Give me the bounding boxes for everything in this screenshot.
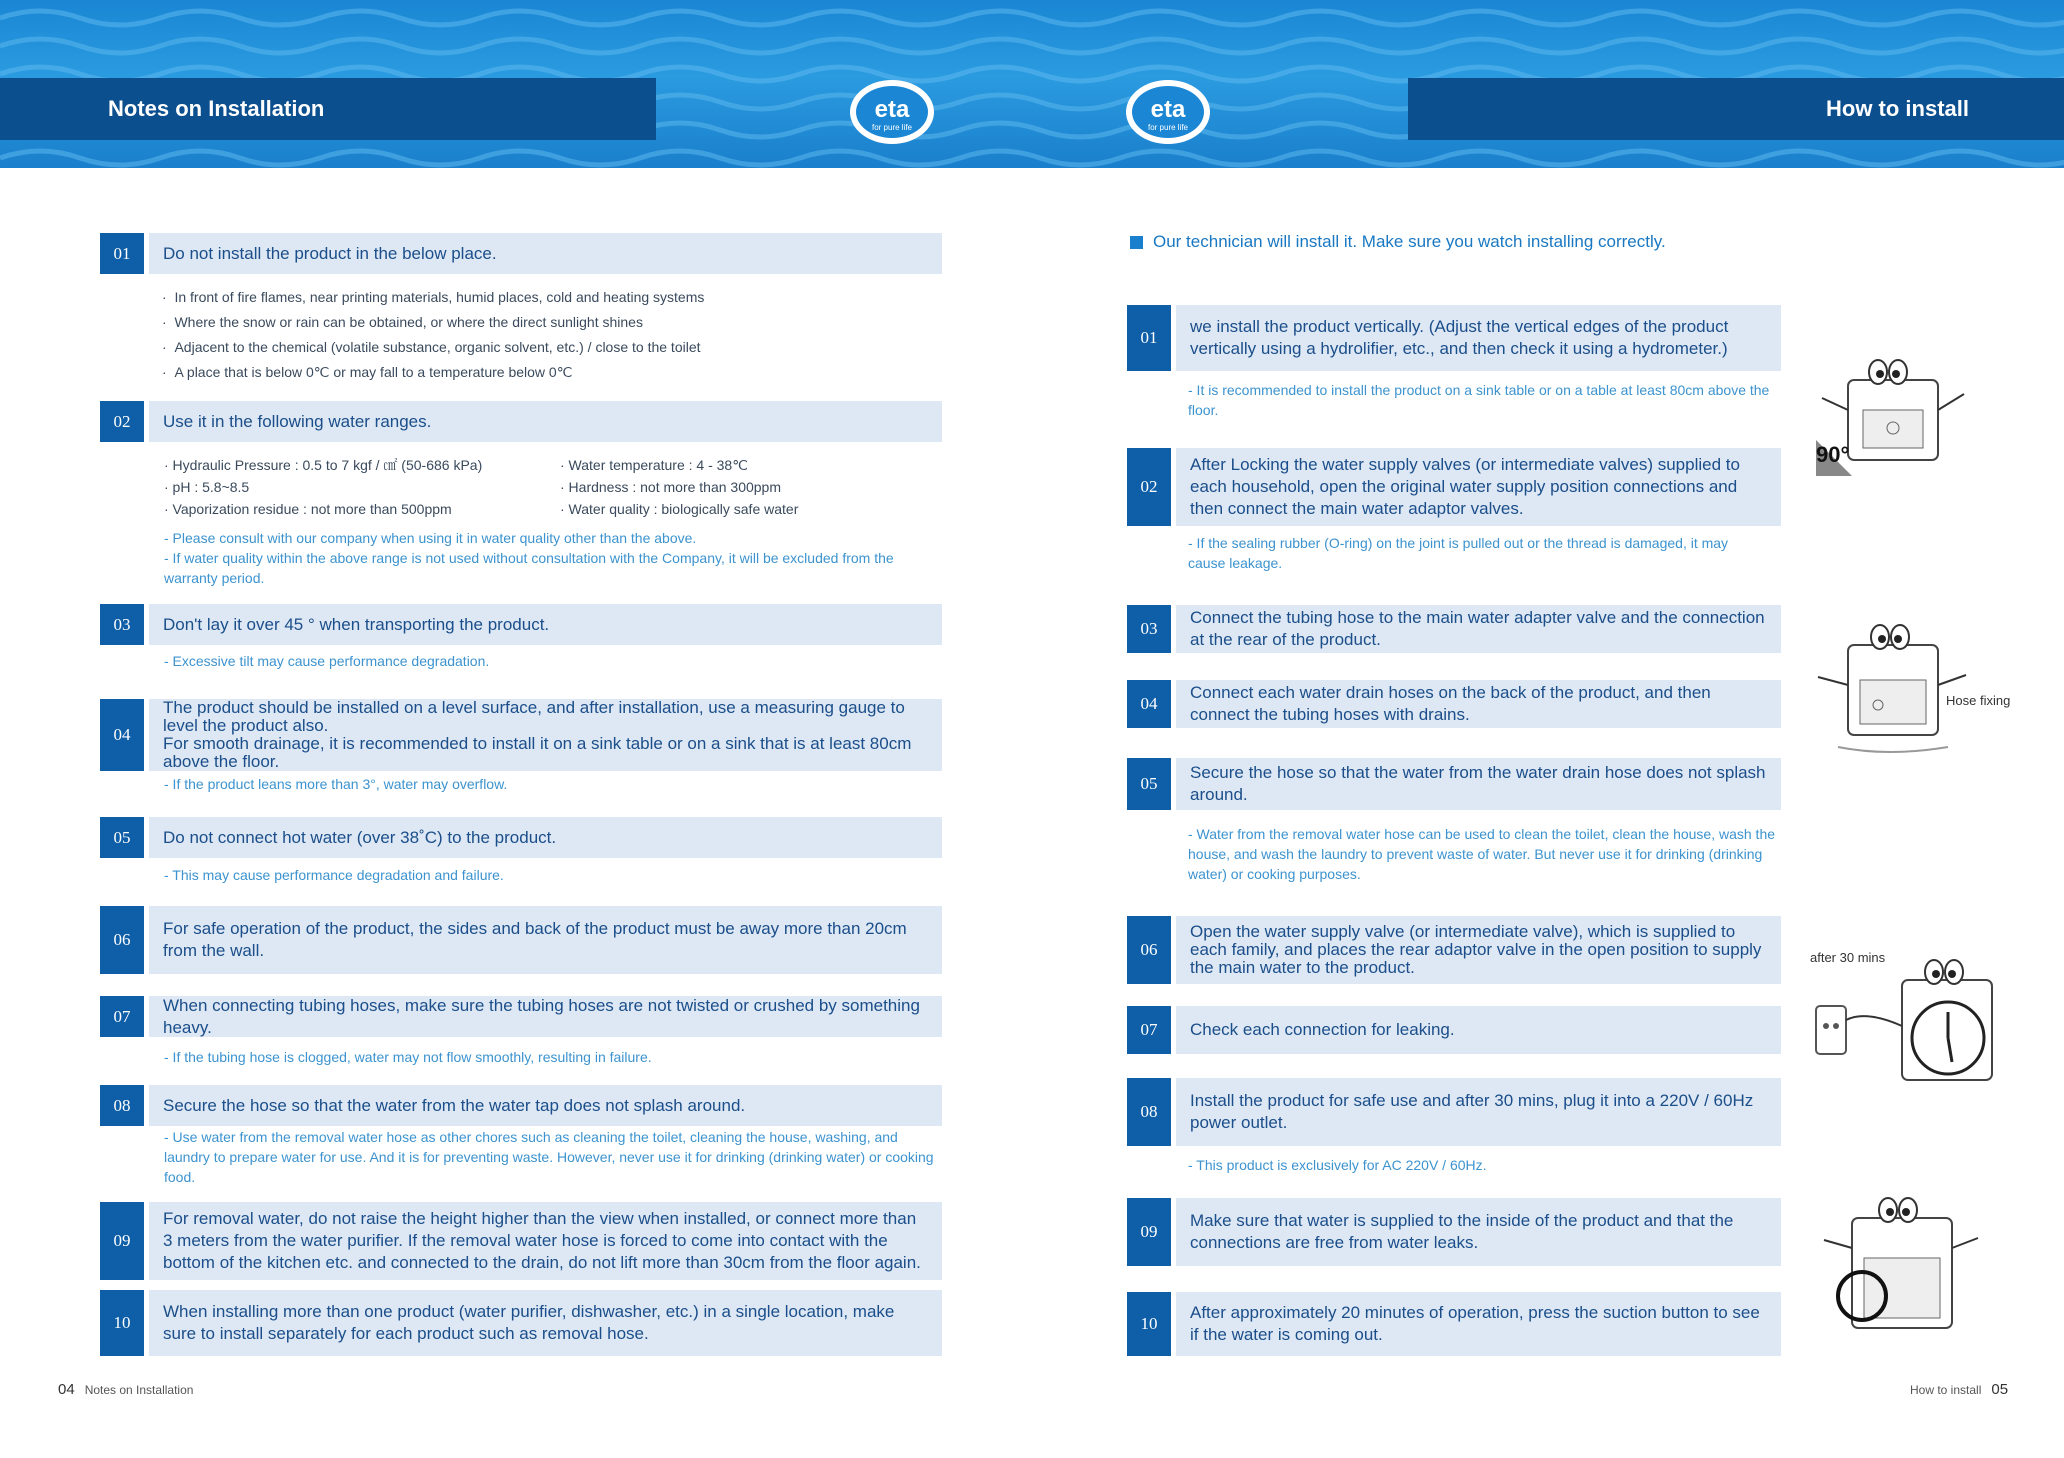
left-item-04 xyxy=(100,699,942,771)
item-title-line: For smooth drainage, it is recommended to install it on a sink table or on a sink that is at least 80cm above the floor. xyxy=(163,734,912,771)
footer-right xyxy=(1910,1381,2018,1398)
item-title xyxy=(149,699,942,771)
spec-item: · Vaporization residue : not more than 500ppm xyxy=(164,501,452,517)
right-item-10 xyxy=(1127,1292,1781,1356)
footer-right-text: How to install xyxy=(1910,1383,1982,1397)
item-number: 02 xyxy=(1127,448,1171,526)
spec-item: · Water quality : biologically safe water xyxy=(560,501,799,517)
item-title: Do not install the product in the below place. xyxy=(149,233,942,274)
note-r08: - This product is exclusively for AC 220V / 60Hz. xyxy=(1188,1157,1487,1173)
right-item-08 xyxy=(1127,1078,1781,1146)
right-item-01 xyxy=(1127,305,1781,371)
check-water-illustration xyxy=(1812,1188,1982,1338)
wait-30-mins-illustration xyxy=(1806,950,2006,1100)
spec-list-right xyxy=(560,454,798,520)
item-title: After approximately 20 minutes of operation, press the suction button to see if the water is coming out. xyxy=(1176,1292,1781,1356)
left-item-03 xyxy=(100,604,942,645)
item-title: Connect the tubing hose to the main water adapter valve and the connection at the rear of the product. xyxy=(1176,605,1781,653)
angle-label: 90° xyxy=(1816,442,1850,467)
bullet-item: · Where the snow or rain can be obtained, or where the direct sunlight shines xyxy=(162,314,643,330)
item-number: 09 xyxy=(1127,1198,1171,1266)
eta-logo-right xyxy=(1122,76,1214,148)
item-title: Install the product for safe use and after 30 mins, plug it into a 220V / 60Hz power outlet. xyxy=(1176,1078,1781,1146)
note-05: - This may cause performance degradation and failure. xyxy=(164,867,504,883)
right-item-05 xyxy=(1127,758,1781,810)
item-title: we install the product vertically. (Adjust the vertical edges of the product vertically using a hydrolifier, etc., and then check it using a hydrometer.) xyxy=(1176,305,1781,371)
footer-left-text: Notes on Installation xyxy=(84,1383,194,1397)
logo-tagline: for pure life xyxy=(871,123,913,132)
install-intro xyxy=(1130,232,1666,252)
item-number: 03 xyxy=(100,604,144,645)
item-number: 09 xyxy=(100,1202,144,1280)
right-item-02 xyxy=(1127,448,1781,526)
page-number-left: 04 xyxy=(58,1381,75,1398)
right-item-04 xyxy=(1127,680,1781,728)
square-bullet-icon xyxy=(1130,236,1143,249)
note-r02: - If the sealing rubber (O-ring) on the joint is pulled out or the thread is damaged, it may cause leakage. xyxy=(1188,535,1729,571)
right-item-09 xyxy=(1127,1198,1781,1266)
item-title: Don't lay it over 45 ° when transporting the product. xyxy=(149,604,942,645)
item-title: Connect each water drain hoses on the back of the product, and then connect the tubing hoses with drains. xyxy=(1176,680,1781,728)
logo-text: eta xyxy=(874,96,910,123)
item-title: For safe operation of the product, the sides and back of the product must be away more than 20cm from the wall. xyxy=(149,906,942,974)
item-number: 08 xyxy=(1127,1078,1171,1146)
item-number: 01 xyxy=(1127,305,1171,371)
left-item-09 xyxy=(100,1202,942,1280)
item-number: 05 xyxy=(100,817,144,858)
item-title: Open the water supply valve (or intermediate valve), which is supplied to each family, and places the rear adaptor valve in the open position to supply the main water to the product. xyxy=(1176,916,1781,984)
note-line: - If water quality within the above range is not used without consultation with the Company, it will be excluded from the warranty period. xyxy=(164,550,894,586)
left-item-06 xyxy=(100,906,942,974)
note-r05: - Water from the removal water hose can be used to clean the toilet, clean the house, wash the house, and wash the laundry to prevent waste of water. But never use it for drinking (drinking water) or cooking purposes. xyxy=(1188,826,1776,882)
bullet-item: · Adjacent to the chemical (volatile substance, organic solvent, etc.) / close to the toilet xyxy=(162,339,701,355)
item-title: Secure the hose so that the water from the water tap does not splash around. xyxy=(149,1085,942,1126)
after-30-mins-label: after 30 mins xyxy=(1810,950,1886,965)
right-item-06 xyxy=(1127,916,1781,984)
item-number: 07 xyxy=(100,996,144,1037)
note-02 xyxy=(164,528,924,588)
hose-fixing-label: Hose fixing xyxy=(1946,693,2011,708)
item-title: For removal water, do not raise the height higher than the view when installed, or connect more than 3 meters from the water purifier. If the removal water hose is forced to come into contact with the bottom of the kitchen etc. and connected to the drain, do not lift more than 30cm from the floor again. xyxy=(149,1202,942,1280)
item-number: 05 xyxy=(1127,758,1171,810)
page-title-left: Notes on Installation xyxy=(0,78,656,140)
item-title: When installing more than one product (water purifier, dishwasher, etc.) in a single location, make sure to install separately for each product such as removal hose. xyxy=(149,1290,942,1356)
item-number: 04 xyxy=(100,699,144,771)
item-number: 04 xyxy=(1127,680,1171,728)
left-item-10 xyxy=(100,1290,942,1356)
spec-list-left xyxy=(164,454,482,520)
note-03: - Excessive tilt may cause performance degradation. xyxy=(164,653,490,669)
hose-fixing-illustration xyxy=(1808,615,2018,765)
purifier-vertical-illustration xyxy=(1808,350,1978,480)
spec-item: · Hardness : not more than 300ppm xyxy=(560,479,782,495)
item-number: 07 xyxy=(1127,1006,1171,1054)
left-item-01 xyxy=(100,233,942,274)
item-title: Make sure that water is supplied to the inside of the product and that the connections are free from water leaks. xyxy=(1176,1198,1781,1266)
item-title: When connecting tubing hoses, make sure the tubing hoses are not twisted or crushed by something heavy. xyxy=(149,996,942,1037)
bullet-item: · In front of fire flames, near printing materials, humid places, cold and heating systems xyxy=(162,289,705,305)
item-number: 10 xyxy=(1127,1292,1171,1356)
bullet-list xyxy=(162,285,704,385)
right-item-03 xyxy=(1127,605,1781,653)
item-number: 02 xyxy=(100,401,144,442)
note-r01: - It is recommended to install the product on a sink table or on a table at least 80cm above the floor. xyxy=(1188,382,1770,418)
note-08: - Use water from the removal water hose as other chores such as cleaning the toilet, cleaning the house, washing, and laundry to prepare water for use. And it is for preventing waste. However, never use it for drinking (drinking water) or cooking food. xyxy=(164,1129,934,1185)
note-07: - If the tubing hose is clogged, water may not flow smoothly, resulting in failure. xyxy=(164,1049,652,1065)
right-item-07 xyxy=(1127,1006,1781,1054)
item-number: 06 xyxy=(100,906,144,974)
logo-text: eta xyxy=(1150,96,1186,123)
note-line: - Please consult with our company when using it in water quality other than the above. xyxy=(164,530,697,546)
spec-item: · Water temperature : 4 - 38℃ xyxy=(560,457,748,473)
item-number: 06 xyxy=(1127,916,1171,984)
item-number: 10 xyxy=(100,1290,144,1356)
item-title: After Locking the water supply valves (or intermediate valves) supplied to each household, open the original water supply position connections and then connect the main water adaptor valves. xyxy=(1176,448,1781,526)
intro-text: Our technician will install it. Make sure you watch installing correctly. xyxy=(1153,232,1666,251)
spec-item: · Hydraulic Pressure : 0.5 to 7 kgf / ㎠ (50-686 kPa) xyxy=(164,457,483,473)
item-title-line: The product should be installed on a level surface, and after installation, use a measuring gauge to level the product also. xyxy=(163,698,905,735)
eta-logo-left xyxy=(846,76,938,148)
item-number: 01 xyxy=(100,233,144,274)
item-title: Do not connect hot water (over 38˚C) to the product. xyxy=(149,817,942,858)
left-item-08 xyxy=(100,1085,942,1126)
item-title: Use it in the following water ranges. xyxy=(149,401,942,442)
left-item-05 xyxy=(100,817,942,858)
footer-left xyxy=(48,1381,193,1398)
item-title: Check each connection for leaking. xyxy=(1176,1006,1781,1054)
spec-item: · pH : 5.8~8.5 xyxy=(164,479,250,495)
left-item-07 xyxy=(100,996,942,1037)
page-title-right: How to install xyxy=(1408,78,2064,140)
logo-tagline: for pure life xyxy=(1147,123,1189,132)
item-title: Secure the hose so that the water from the water drain hose does not splash around. xyxy=(1176,758,1781,810)
note-04: - If the product leans more than 3°, water may overflow. xyxy=(164,776,508,792)
page-number-right: 05 xyxy=(1991,1381,2009,1398)
item-number: 03 xyxy=(1127,605,1171,653)
item-number: 08 xyxy=(100,1085,144,1126)
bullet-item: · A place that is below 0℃ or may fall to a temperature below 0℃ xyxy=(162,364,573,380)
left-item-02 xyxy=(100,401,942,442)
